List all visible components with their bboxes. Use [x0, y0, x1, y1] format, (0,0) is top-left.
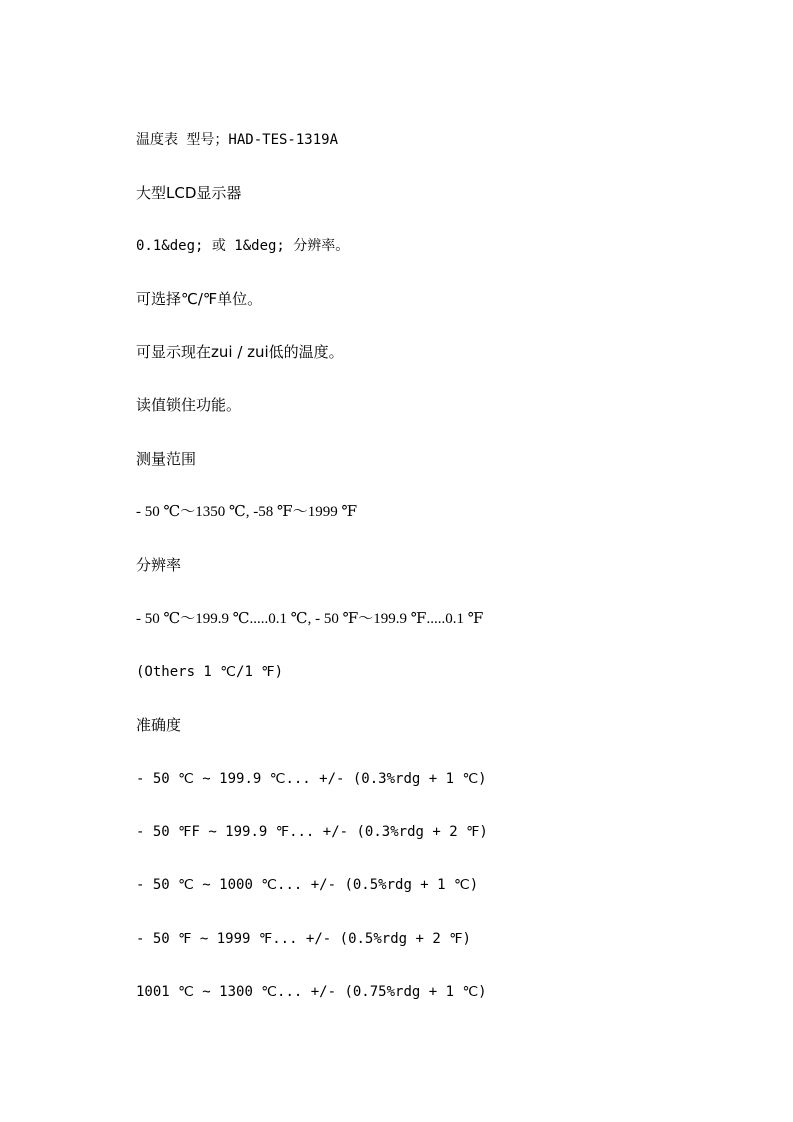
measurement-range-value: - 50 ℃～1350 ℃, -58 ℉～1999 ℉ [136, 504, 358, 520]
section-heading-accuracy: 准确度 [136, 716, 182, 734]
resolution-value: - 50 ℃～199.9 ℃.....0.1 ℃, - 50 ℉～199.9 ℉.....0.1 ℉ [136, 611, 484, 627]
model-title-line: 温度表 型号；HAD-TES-1319A [136, 132, 339, 148]
accuracy-line: - 50 ℉ ~ 1999 ℉... +/- (0.5%rdg + 2 ℉) [136, 931, 471, 947]
feature-lcd-display: 大型LCD显示器 [136, 184, 242, 202]
section-heading-measurement-range: 测量范围 [136, 450, 197, 468]
feature-unit-selection: 可选择℃/℉单位。 [136, 290, 263, 308]
resolution-others: (Others 1 ℃/1 ℉) [136, 664, 284, 680]
feature-data-hold: 读值锁住功能。 [136, 396, 242, 414]
feature-max-min-display: 可显示现在zui / zui低的温度。 [136, 343, 344, 361]
accuracy-line: - 50 ℃ ~ 1000 ℃... +/- (0.5%rdg + 1 ℃) [136, 877, 479, 893]
section-heading-resolution: 分辨率 [136, 556, 182, 574]
accuracy-line: - 50 ℃ ~ 199.9 ℃... +/- (0.3%rdg + 1 ℃) [136, 771, 487, 787]
feature-resolution: 0.1&deg; 或 1&deg; 分辨率。 [136, 238, 350, 254]
accuracy-line: - 50 ℉F ~ 199.9 ℉... +/- (0.3%rdg + 2 ℉) [136, 824, 488, 840]
accuracy-line: 1001 ℃ ~ 1300 ℃... +/- (0.75%rdg + 1 ℃) [136, 984, 487, 1000]
